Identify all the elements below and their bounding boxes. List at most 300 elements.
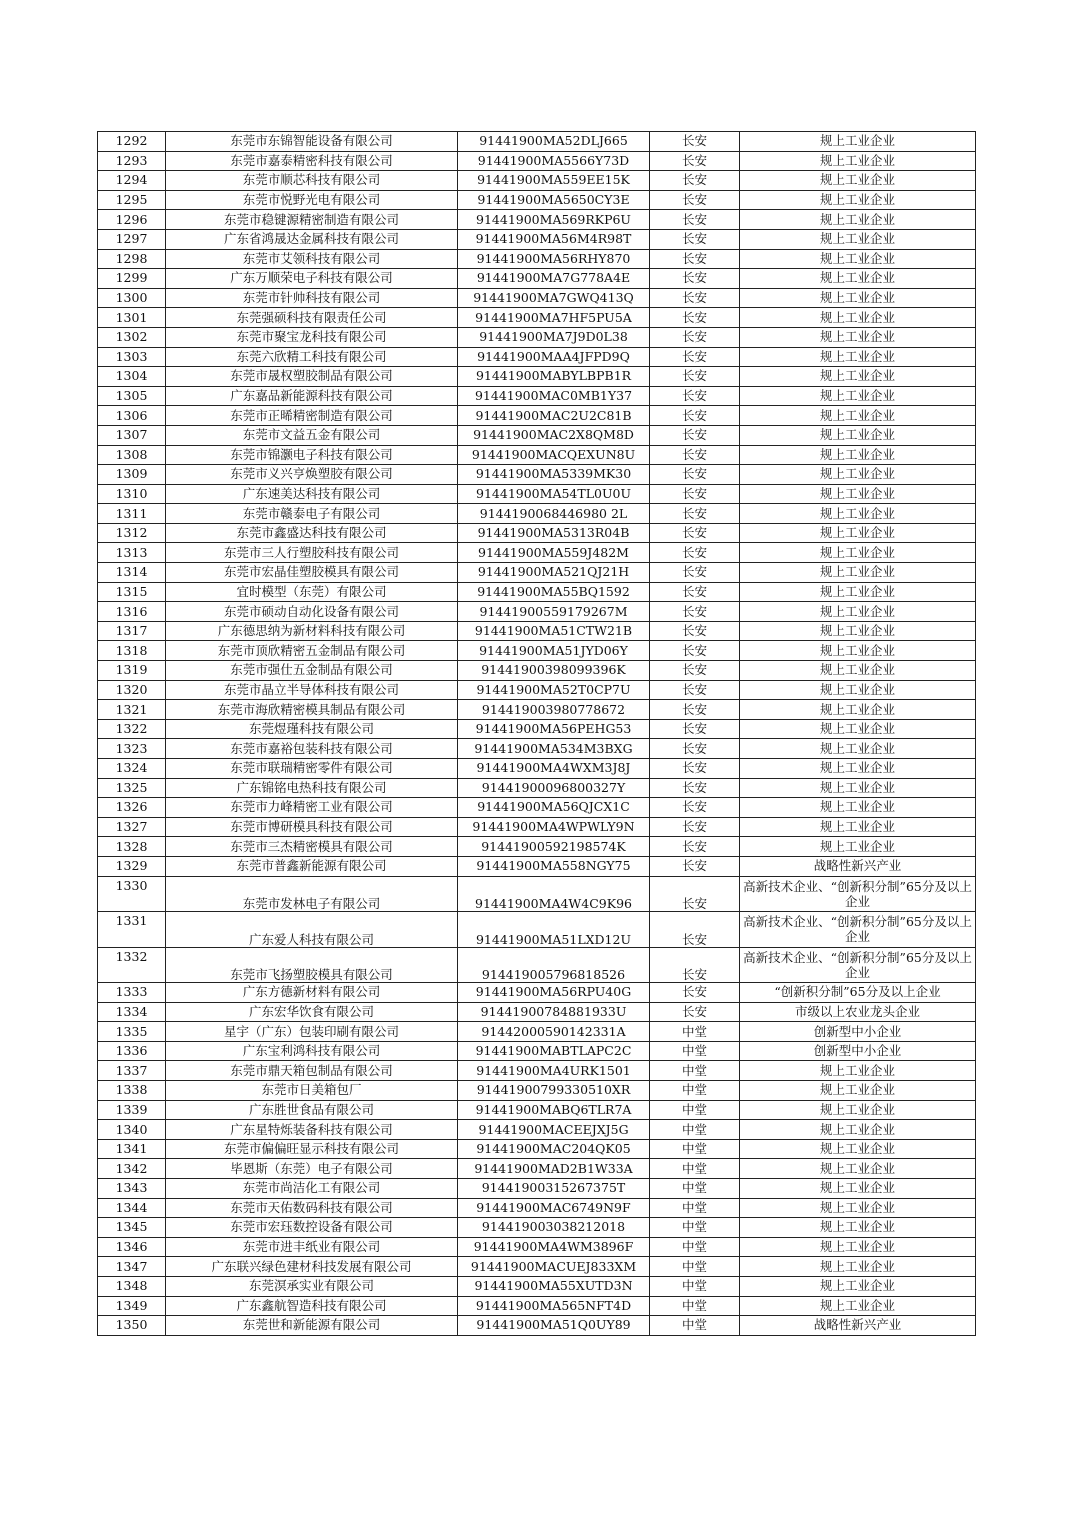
company-name-cell: 东莞市尚洁化工有限公司 <box>166 1179 458 1199</box>
company-name-cell: 东莞市宏珏数控设备有限公司 <box>166 1218 458 1238</box>
row-number-cell: 1297 <box>98 229 166 249</box>
row-number-cell: 1320 <box>98 680 166 700</box>
company-name-cell: 东莞市三人行塑胶科技有限公司 <box>166 543 458 563</box>
row-number-cell: 1313 <box>98 543 166 563</box>
table-row <box>98 1237 976 1257</box>
row-number-cell: 1315 <box>98 582 166 602</box>
category-cell: 规上工业企业 <box>740 661 976 681</box>
town-cell: 中堂 <box>650 1198 740 1218</box>
table-row <box>98 661 976 681</box>
category-cell: 规上工业企业 <box>740 523 976 543</box>
row-number-cell: 1316 <box>98 602 166 622</box>
credit-code-cell: 914419003980778672 <box>458 700 650 720</box>
company-name-cell: 广东嘉品新能源科技有限公司 <box>166 386 458 406</box>
row-number-cell: 1339 <box>98 1100 166 1120</box>
category-cell: 规上工业企业 <box>740 1296 976 1316</box>
town-cell: 长安 <box>650 465 740 485</box>
category-cell: 规上工业企业 <box>740 1139 976 1159</box>
category-cell: 规上工业企业 <box>740 563 976 583</box>
table-row <box>98 190 976 210</box>
credit-code-cell: 91441900MA54TL0U0U <box>458 484 650 504</box>
town-cell: 长安 <box>650 798 740 818</box>
company-name-cell: 东莞市正晞精密制造有限公司 <box>166 406 458 426</box>
credit-code-cell: 91441900MA7G778A4E <box>458 269 650 289</box>
town-cell: 长安 <box>650 269 740 289</box>
category-cell: 规上工业企业 <box>740 406 976 426</box>
table-row <box>98 347 976 367</box>
category-cell: 规上工业企业 <box>740 445 976 465</box>
row-number-cell: 1332 <box>98 947 166 983</box>
table-row <box>98 1218 976 1238</box>
company-name-cell: 东莞市天佑数码科技有限公司 <box>166 1198 458 1218</box>
town-cell: 长安 <box>650 386 740 406</box>
category-cell: 规上工业企业 <box>740 1179 976 1199</box>
row-number-cell: 1322 <box>98 719 166 739</box>
company-name-cell: 东莞市赣泰电子有限公司 <box>166 504 458 524</box>
row-number-cell: 1333 <box>98 983 166 1003</box>
credit-code-cell: 91441900MA51LXD12U <box>458 912 650 948</box>
table-row <box>98 367 976 387</box>
credit-code-cell: 91441900MA56M4R98T <box>458 229 650 249</box>
category-cell: 规上工业企业 <box>740 798 976 818</box>
row-number-cell: 1312 <box>98 523 166 543</box>
table-row <box>98 1296 976 1316</box>
category-cell: 规上工业企业 <box>740 621 976 641</box>
category-cell: 规上工业企业 <box>740 171 976 191</box>
town-cell: 长安 <box>650 132 740 152</box>
credit-code-cell: 91441900MA5650CY3E <box>458 190 650 210</box>
credit-code-cell: 91441900MAC2X8QM8D <box>458 425 650 445</box>
town-cell: 长安 <box>650 543 740 563</box>
category-cell: 规上工业企业 <box>740 837 976 857</box>
company-name-cell: 广东省鸿晟达金属科技有限公司 <box>166 229 458 249</box>
category-cell: 规上工业企业 <box>740 327 976 347</box>
category-cell: 规上工业企业 <box>740 269 976 289</box>
row-number-cell: 1324 <box>98 759 166 779</box>
town-cell: 长安 <box>650 504 740 524</box>
town-cell: 长安 <box>650 837 740 857</box>
credit-code-cell: 91441900592198574K <box>458 837 650 857</box>
table-row <box>98 504 976 524</box>
town-cell: 中堂 <box>650 1316 740 1336</box>
row-number-cell: 1325 <box>98 778 166 798</box>
category-cell: 规上工业企业 <box>740 504 976 524</box>
row-number-cell: 1318 <box>98 641 166 661</box>
row-number-cell: 1310 <box>98 484 166 504</box>
row-number-cell: 1335 <box>98 1022 166 1042</box>
row-number-cell: 1342 <box>98 1159 166 1179</box>
category-cell: 规上工业企业 <box>740 1081 976 1101</box>
row-number-cell: 1350 <box>98 1316 166 1336</box>
town-cell: 中堂 <box>650 1139 740 1159</box>
company-name-cell: 东莞煜瑾科技有限公司 <box>166 719 458 739</box>
row-number-cell: 1317 <box>98 621 166 641</box>
credit-code-cell: 91441900MA55BQ1592 <box>458 582 650 602</box>
table-row <box>98 700 976 720</box>
company-name-cell: 东莞市顺芯科技有限公司 <box>166 171 458 191</box>
town-cell: 中堂 <box>650 1100 740 1120</box>
row-number-cell: 1347 <box>98 1257 166 1277</box>
category-cell: 战略性新兴产业 <box>740 1316 976 1336</box>
town-cell: 中堂 <box>650 1218 740 1238</box>
category-cell: 规上工业企业 <box>740 151 976 171</box>
category-cell: 规上工业企业 <box>740 367 976 387</box>
credit-code-cell: 91441900MACUEJ833XM <box>458 1257 650 1277</box>
table-row <box>98 465 976 485</box>
category-cell: 战略性新兴产业 <box>740 856 976 876</box>
row-number-cell: 1345 <box>98 1218 166 1238</box>
company-name-cell: 东莞六欣精工科技有限公司 <box>166 347 458 367</box>
company-name-cell: 东莞市针帅科技有限公司 <box>166 288 458 308</box>
table-row <box>98 947 976 983</box>
credit-code-cell: 91441900MACEEJXJ5G <box>458 1120 650 1140</box>
table-row <box>98 1002 976 1022</box>
company-name-cell: 东莞市进丰纸业有限公司 <box>166 1237 458 1257</box>
table-row <box>98 778 976 798</box>
category-cell: 规上工业企业 <box>740 386 976 406</box>
table-row <box>98 445 976 465</box>
company-name-cell: 东莞市嘉裕包装科技有限公司 <box>166 739 458 759</box>
row-number-cell: 1294 <box>98 171 166 191</box>
category-cell: 规上工业企业 <box>740 484 976 504</box>
category-cell: 规上工业企业 <box>740 1257 976 1277</box>
table-row <box>98 1081 976 1101</box>
company-name-cell: 东莞市联瑞精密零件有限公司 <box>166 759 458 779</box>
company-name-cell: 东莞市聚宝龙科技有限公司 <box>166 327 458 347</box>
credit-code-cell: 91441900MA52T0CP7U <box>458 680 650 700</box>
credit-code-cell: 91441900MA56RPU40G <box>458 983 650 1003</box>
row-number-cell: 1323 <box>98 739 166 759</box>
category-cell: 规上工业企业 <box>740 1237 976 1257</box>
row-number-cell: 1337 <box>98 1061 166 1081</box>
table-row <box>98 837 976 857</box>
category-cell: 规上工业企业 <box>740 465 976 485</box>
credit-code-cell: 91441900MA569RKP6U <box>458 210 650 230</box>
table-row <box>98 1198 976 1218</box>
company-name-cell: 东莞市飞扬塑胶模具有限公司 <box>166 947 458 983</box>
category-cell: 规上工业企业 <box>740 425 976 445</box>
category-cell: 规上工业企业 <box>740 190 976 210</box>
table-row <box>98 386 976 406</box>
credit-code-cell: 91441900MA4WPWLY9N <box>458 817 650 837</box>
town-cell: 长安 <box>650 719 740 739</box>
table-row <box>98 856 976 876</box>
row-number-cell: 1292 <box>98 132 166 152</box>
credit-code-cell: 91441900MABQ6TLR7A <box>458 1100 650 1120</box>
town-cell: 长安 <box>650 171 740 191</box>
row-number-cell: 1306 <box>98 406 166 426</box>
town-cell: 长安 <box>650 947 740 983</box>
row-number-cell: 1300 <box>98 288 166 308</box>
table-row <box>98 269 976 289</box>
town-cell: 中堂 <box>650 1257 740 1277</box>
company-name-cell: 东莞溟承实业有限公司 <box>166 1276 458 1296</box>
category-cell: 规上工业企业 <box>740 1218 976 1238</box>
company-name-cell: 东莞市发林电子有限公司 <box>166 876 458 912</box>
company-name-cell: 东莞市硕动自动化设备有限公司 <box>166 602 458 622</box>
town-cell: 长安 <box>650 680 740 700</box>
town-cell: 长安 <box>650 778 740 798</box>
row-number-cell: 1346 <box>98 1237 166 1257</box>
enterprise-table-body <box>98 132 976 1336</box>
credit-code-cell: 91441900MA5566Y73D <box>458 151 650 171</box>
credit-code-cell: 91441900MA565NFT4D <box>458 1296 650 1316</box>
table-row <box>98 1041 976 1061</box>
town-cell: 长安 <box>650 425 740 445</box>
category-cell: 规上工业企业 <box>740 719 976 739</box>
company-name-cell: 东莞市宏晶佳塑胶模具有限公司 <box>166 563 458 583</box>
company-name-cell: 东莞市顶欣精密五金制品有限公司 <box>166 641 458 661</box>
credit-code-cell: 91441900MA534M3BXG <box>458 739 650 759</box>
table-row <box>98 425 976 445</box>
company-name-cell: 广东宏华饮食有限公司 <box>166 1002 458 1022</box>
table-row <box>98 817 976 837</box>
row-number-cell: 1349 <box>98 1296 166 1316</box>
table-row <box>98 288 976 308</box>
category-cell: 市级以上农业龙头企业 <box>740 1002 976 1022</box>
town-cell: 长安 <box>650 190 740 210</box>
town-cell: 长安 <box>650 249 740 269</box>
town-cell: 长安 <box>650 700 740 720</box>
row-number-cell: 1331 <box>98 912 166 948</box>
table-row <box>98 1159 976 1179</box>
category-cell: 规上工业企业 <box>740 1159 976 1179</box>
table-row <box>98 210 976 230</box>
credit-code-cell: 91441900MA7J9D0L38 <box>458 327 650 347</box>
town-cell: 长安 <box>650 229 740 249</box>
credit-code-cell: 91441900MA4WM3896F <box>458 1237 650 1257</box>
table-row <box>98 151 976 171</box>
town-cell: 长安 <box>650 739 740 759</box>
company-name-cell: 东莞强硕科技有限责任公司 <box>166 308 458 328</box>
credit-code-cell: 91441900MA559EE15K <box>458 171 650 191</box>
credit-code-cell: 91441900MA558NGY75 <box>458 856 650 876</box>
row-number-cell: 1343 <box>98 1179 166 1199</box>
credit-code-cell: 91441900MACQEXUN8U <box>458 445 650 465</box>
town-cell: 长安 <box>650 367 740 387</box>
row-number-cell: 1314 <box>98 563 166 583</box>
category-cell: 规上工业企业 <box>740 308 976 328</box>
company-name-cell: 广东万顺荣电子科技有限公司 <box>166 269 458 289</box>
table-row <box>98 798 976 818</box>
credit-code-cell: 91441900MA521QJ21H <box>458 563 650 583</box>
credit-code-cell: 91442000590142331A <box>458 1022 650 1042</box>
category-cell: 规上工业企业 <box>740 680 976 700</box>
company-name-cell: 东莞市博研模具科技有限公司 <box>166 817 458 837</box>
company-name-cell: 广东方德新材料有限公司 <box>166 983 458 1003</box>
company-name-cell: 东莞市海欣精密模具制品有限公司 <box>166 700 458 720</box>
town-cell: 长安 <box>650 641 740 661</box>
credit-code-cell: 91441900096800327Y <box>458 778 650 798</box>
company-name-cell: 东莞市偏偏旺显示科技有限公司 <box>166 1139 458 1159</box>
town-cell: 中堂 <box>650 1276 740 1296</box>
category-cell: 规上工业企业 <box>740 700 976 720</box>
category-cell: 规上工业企业 <box>740 1198 976 1218</box>
category-cell: 规上工业企业 <box>740 347 976 367</box>
town-cell: 中堂 <box>650 1081 740 1101</box>
row-number-cell: 1304 <box>98 367 166 387</box>
table-row <box>98 1120 976 1140</box>
row-number-cell: 1295 <box>98 190 166 210</box>
company-name-cell: 东莞市东锦智能设备有限公司 <box>166 132 458 152</box>
category-cell: 规上工业企业 <box>740 1276 976 1296</box>
town-cell: 长安 <box>650 445 740 465</box>
company-name-cell: 东莞市日美箱包厂 <box>166 1081 458 1101</box>
credit-code-cell: 914419003038212018 <box>458 1218 650 1238</box>
table-row <box>98 249 976 269</box>
town-cell: 长安 <box>650 856 740 876</box>
table-row <box>98 739 976 759</box>
town-cell: 长安 <box>650 621 740 641</box>
row-number-cell: 1299 <box>98 269 166 289</box>
company-name-cell: 东莞市文益五金有限公司 <box>166 425 458 445</box>
table-row <box>98 1179 976 1199</box>
company-name-cell: 东莞市晟权塑胶制品有限公司 <box>166 367 458 387</box>
category-cell: 规上工业企业 <box>740 1061 976 1081</box>
town-cell: 长安 <box>650 582 740 602</box>
credit-code-cell: 91441900MA51CTW21B <box>458 621 650 641</box>
credit-code-cell: 91441900559179267M <box>458 602 650 622</box>
enterprise-table <box>97 131 976 1336</box>
company-name-cell: 东莞市义兴亨焕塑胶有限公司 <box>166 465 458 485</box>
credit-code-cell: 91441900MA5339MK30 <box>458 465 650 485</box>
company-name-cell: 广东速美达科技有限公司 <box>166 484 458 504</box>
credit-code-cell: 91441900MAA4JFPD9Q <box>458 347 650 367</box>
town-cell: 中堂 <box>650 1237 740 1257</box>
company-name-cell: 东莞市鑫盛达科技有限公司 <box>166 523 458 543</box>
credit-code-cell: 91441900MA559J482M <box>458 543 650 563</box>
credit-code-cell: 91441900MA7GWQ413Q <box>458 288 650 308</box>
category-cell: 规上工业企业 <box>740 132 976 152</box>
town-cell: 长安 <box>650 210 740 230</box>
credit-code-cell: 91441900MA55XUTD3N <box>458 1276 650 1296</box>
company-name-cell: 东莞市三杰精密模具有限公司 <box>166 837 458 857</box>
table-row <box>98 523 976 543</box>
row-number-cell: 1309 <box>98 465 166 485</box>
category-cell: 规上工业企业 <box>740 759 976 779</box>
credit-code-cell: 91441900MAC2U2C81B <box>458 406 650 426</box>
credit-code-cell: 91441900799330510XR <box>458 1081 650 1101</box>
credit-code-cell: 91441900MA56RHY870 <box>458 249 650 269</box>
row-number-cell: 1311 <box>98 504 166 524</box>
table-row <box>98 327 976 347</box>
credit-code-cell: 91441900MAD2B1W33A <box>458 1159 650 1179</box>
table-row <box>98 543 976 563</box>
table-row <box>98 983 976 1003</box>
category-cell: 规上工业企业 <box>740 249 976 269</box>
category-cell: 规上工业企业 <box>740 602 976 622</box>
company-name-cell: 东莞世和新能源有限公司 <box>166 1316 458 1336</box>
credit-code-cell: 91441900MAC0MB1Y37 <box>458 386 650 406</box>
row-number-cell: 1341 <box>98 1139 166 1159</box>
town-cell: 长安 <box>650 983 740 1003</box>
town-cell: 长安 <box>650 602 740 622</box>
category-cell: 创新型中小企业 <box>740 1041 976 1061</box>
row-number-cell: 1293 <box>98 151 166 171</box>
town-cell: 中堂 <box>650 1296 740 1316</box>
table-row <box>98 602 976 622</box>
table-row <box>98 641 976 661</box>
category-cell: 规上工业企业 <box>740 210 976 230</box>
table-row <box>98 1100 976 1120</box>
category-cell: 规上工业企业 <box>740 817 976 837</box>
credit-code-cell: 91441900MA4WXM3J8J <box>458 759 650 779</box>
town-cell: 长安 <box>650 876 740 912</box>
row-number-cell: 1334 <box>98 1002 166 1022</box>
table-row <box>98 563 976 583</box>
table-row <box>98 759 976 779</box>
row-number-cell: 1305 <box>98 386 166 406</box>
table-row <box>98 621 976 641</box>
category-cell: 高新技术企业、“创新积分制”65分及以上企业 <box>740 947 976 983</box>
row-number-cell: 1338 <box>98 1081 166 1101</box>
category-cell: 规上工业企业 <box>740 288 976 308</box>
credit-code-cell: 91441900MA52DLJ665 <box>458 132 650 152</box>
company-name-cell: 广东爱人科技有限公司 <box>166 912 458 948</box>
table-row <box>98 229 976 249</box>
company-name-cell: 广东星特烁装备科技有限公司 <box>166 1120 458 1140</box>
table-row <box>98 1139 976 1159</box>
credit-code-cell: 91441900MAC6749N9F <box>458 1198 650 1218</box>
town-cell: 中堂 <box>650 1041 740 1061</box>
credit-code-cell: 91441900MA51Q0UY89 <box>458 1316 650 1336</box>
credit-code-cell: 91441900MABTLAPC2C <box>458 1041 650 1061</box>
town-cell: 中堂 <box>650 1179 740 1199</box>
company-name-cell: 广东联兴绿色建材科技发展有限公司 <box>166 1257 458 1277</box>
town-cell: 长安 <box>650 912 740 948</box>
company-name-cell: 广东胜世食品有限公司 <box>166 1100 458 1120</box>
town-cell: 长安 <box>650 484 740 504</box>
table-row <box>98 171 976 191</box>
company-name-cell: 广东锦铭电热科技有限公司 <box>166 778 458 798</box>
company-name-cell: 广东宝利鸿科技有限公司 <box>166 1041 458 1061</box>
credit-code-cell: 91441900MA56QJCX1C <box>458 798 650 818</box>
table-row <box>98 132 976 152</box>
row-number-cell: 1319 <box>98 661 166 681</box>
category-cell: 规上工业企业 <box>740 1100 976 1120</box>
credit-code-cell: 91441900315267375T <box>458 1179 650 1199</box>
table-row <box>98 1316 976 1336</box>
company-name-cell: 东莞市普鑫新能源有限公司 <box>166 856 458 876</box>
town-cell: 长安 <box>650 406 740 426</box>
category-cell: 规上工业企业 <box>740 778 976 798</box>
credit-code-cell: 91441900MAC204QK05 <box>458 1139 650 1159</box>
row-number-cell: 1307 <box>98 425 166 445</box>
table-row <box>98 582 976 602</box>
credit-code-cell: 91441900784881933U <box>458 1002 650 1022</box>
category-cell: 规上工业企业 <box>740 582 976 602</box>
town-cell: 长安 <box>650 308 740 328</box>
company-name-cell: 广东德思纳为新材料科技有限公司 <box>166 621 458 641</box>
row-number-cell: 1336 <box>98 1041 166 1061</box>
credit-code-cell: 91441900MA56PEHG53 <box>458 719 650 739</box>
company-name-cell: 星宇（广东）包装印刷有限公司 <box>166 1022 458 1042</box>
row-number-cell: 1308 <box>98 445 166 465</box>
town-cell: 长安 <box>650 327 740 347</box>
credit-code-cell: 91441900MABYLBPB1R <box>458 367 650 387</box>
company-name-cell: 东莞市艾领科技有限公司 <box>166 249 458 269</box>
row-number-cell: 1340 <box>98 1120 166 1140</box>
town-cell: 中堂 <box>650 1120 740 1140</box>
table-row <box>98 1257 976 1277</box>
town-cell: 中堂 <box>650 1061 740 1081</box>
credit-code-cell: 914419005796818526 <box>458 947 650 983</box>
table-row <box>98 912 976 948</box>
category-cell: “创新积分制”65分及以上企业 <box>740 983 976 1003</box>
town-cell: 长安 <box>650 759 740 779</box>
town-cell: 长安 <box>650 661 740 681</box>
row-number-cell: 1344 <box>98 1198 166 1218</box>
